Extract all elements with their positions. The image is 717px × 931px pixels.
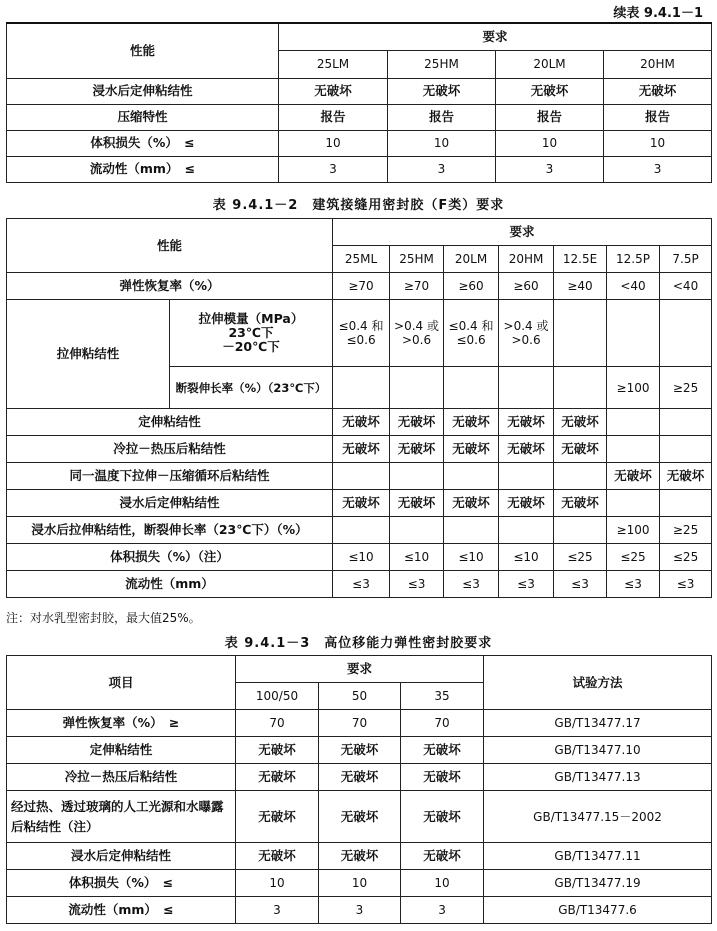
cell-value: ≤25 [607, 544, 660, 571]
cell-value: 无破坏 [401, 791, 484, 843]
cell-value [390, 463, 444, 490]
cell-value: 报告 [279, 104, 388, 130]
continued-table-label: 续表 9.4.1－1 [613, 6, 703, 21]
cell-value [607, 490, 660, 517]
cell-value: 70 [236, 710, 319, 737]
tensile-group-label: 拉伸粘结性 [7, 300, 170, 409]
table-row [7, 436, 712, 463]
cell-value: >0.4 或 >0.6 [499, 300, 554, 367]
grade-header: 100/50 [236, 683, 319, 710]
cell-value: 3 [319, 897, 401, 924]
header-property: 性能 [7, 219, 333, 273]
test-method: GB/T13477.11 [484, 843, 712, 870]
cell-value: 无破坏 [660, 463, 712, 490]
cell-value: ≥100 [607, 367, 660, 409]
cell-value [660, 300, 712, 367]
cell-value: 无破坏 [333, 409, 390, 436]
cell-value [444, 367, 499, 409]
grade-header: 12.5P [607, 246, 660, 273]
test-method: GB/T13477.15－2002 [484, 791, 712, 843]
cell-value: ≤0.4 和 ≤0.6 [444, 300, 499, 367]
table-row [7, 78, 712, 104]
row-label: 体积损失（%） ≤ [7, 130, 279, 156]
table-note: 注：对水乳型密封胶，最大值25%。 [6, 611, 201, 625]
table-9-4-1-3-title: 表 9.4.1－3 高位移能力弹性密封胶要求 [224, 636, 493, 651]
cell-value [333, 367, 390, 409]
header-requirement: 要求 [236, 656, 484, 683]
test-method: GB/T13477.19 [484, 870, 712, 897]
cell-value: 无破坏 [236, 843, 319, 870]
row-label: 浸水后拉伸粘结性，断裂伸长率（23℃下）（%） [7, 517, 333, 544]
row-label: 体积损失（%）（注） [7, 544, 333, 571]
row-label: 流动性（mm） [7, 571, 333, 598]
cell-value [390, 367, 444, 409]
table-row [7, 544, 712, 571]
grade-header: 20LM [496, 50, 604, 78]
cell-value: ≤3 [333, 571, 390, 598]
row-label: 浸水后定伸粘结性 [7, 843, 236, 870]
cell-value: 报告 [496, 104, 604, 130]
cell-value: 70 [401, 710, 484, 737]
header-requirement: 要求 [333, 219, 712, 246]
cell-value: 无破坏 [444, 409, 499, 436]
cell-value [607, 300, 660, 367]
cell-value: 无破坏 [390, 490, 444, 517]
cell-value: 报告 [604, 104, 712, 130]
cell-value: 无破坏 [499, 490, 554, 517]
table-row [7, 517, 712, 544]
grade-header: 35 [401, 683, 484, 710]
cell-value: ≤3 [554, 571, 607, 598]
cell-value: 无破坏 [496, 78, 604, 104]
cell-value [554, 463, 607, 490]
cell-value: ≤0.4 和 ≤0.6 [333, 300, 390, 367]
grade-header: 25HM [388, 50, 496, 78]
cell-value: 无破坏 [390, 436, 444, 463]
cell-value: 无破坏 [554, 490, 607, 517]
cell-value: 10 [401, 870, 484, 897]
table-9-4-1-2-title: 表 9.4.1－2 建筑接缝用密封胶（F类）要求 [212, 198, 505, 213]
modulus-label-line: 拉伸模量（MPa） [198, 311, 304, 326]
cell-value: ≤3 [390, 571, 444, 598]
row-label: 流动性（mm） ≤ [7, 897, 236, 924]
cell-value [499, 517, 554, 544]
cell-value [607, 409, 660, 436]
cell-value: 无破坏 [444, 490, 499, 517]
grade-header: 20LM [444, 246, 499, 273]
modulus-label [170, 300, 333, 367]
cell-value [499, 463, 554, 490]
row-label: 同一温度下拉伸－压缩循环后粘结性 [7, 463, 333, 490]
table-row [7, 490, 712, 517]
grade-header: 25LM [279, 50, 388, 78]
cell-value: 3 [401, 897, 484, 924]
test-method: GB/T13477.17 [484, 710, 712, 737]
cell-value: 3 [279, 156, 388, 182]
header-item: 项目 [7, 656, 236, 710]
cell-value: ≥25 [660, 367, 712, 409]
cell-value [554, 517, 607, 544]
table-row [7, 273, 712, 300]
table-9-4-1-2 [6, 218, 712, 598]
table-9-4-1-3 [6, 655, 712, 924]
cell-value: 3 [236, 897, 319, 924]
row-label: 断裂伸长率（%）（23℃下） [170, 367, 333, 409]
table-row [7, 870, 712, 897]
cell-value [554, 367, 607, 409]
table-row [7, 843, 712, 870]
cell-value: 无破坏 [444, 436, 499, 463]
header-requirement: 要求 [279, 23, 712, 50]
row-label: 弹性恢复率（%） ≥ [7, 710, 236, 737]
cell-value: 无破坏 [401, 843, 484, 870]
table-row [7, 409, 712, 436]
grade-header: 20HM [604, 50, 712, 78]
cell-value: 无破坏 [390, 409, 444, 436]
cell-value: 无破坏 [401, 737, 484, 764]
cell-value: ≤3 [499, 571, 554, 598]
cell-value: 无破坏 [401, 764, 484, 791]
table-row [7, 300, 712, 367]
cell-value: ≤10 [390, 544, 444, 571]
grade-header: 20HM [499, 246, 554, 273]
row-label: 弹性恢复率（%） [7, 273, 333, 300]
cell-value [660, 436, 712, 463]
cell-value: 无破坏 [554, 436, 607, 463]
row-label: 定伸粘结性 [7, 737, 236, 764]
row-label: 浸水后定伸粘结性 [7, 78, 279, 104]
modulus-label-line: 23℃下 [228, 325, 274, 340]
table-row [7, 104, 712, 130]
grade-header: 25ML [333, 246, 390, 273]
cell-value: ≥70 [390, 273, 444, 300]
row-label: 经过热、透过玻璃的人工光源和水曝露后粘结性（注） [7, 791, 236, 843]
header-test-method: 试验方法 [484, 656, 712, 710]
row-label: 流动性（mm） ≤ [7, 156, 279, 182]
cell-value: 无破坏 [319, 737, 401, 764]
grade-header: 50 [319, 683, 401, 710]
table-row [7, 791, 712, 843]
cell-value: 无破坏 [604, 78, 712, 104]
table-row [7, 463, 712, 490]
table-row [7, 156, 712, 182]
cell-value: ≥60 [499, 273, 554, 300]
cell-value: ≥100 [607, 517, 660, 544]
cell-value [660, 490, 712, 517]
cell-value: 无破坏 [236, 737, 319, 764]
cell-value: ≤25 [554, 544, 607, 571]
cell-value [444, 517, 499, 544]
cell-value: 3 [388, 156, 496, 182]
cell-value: >0.4 或 >0.6 [390, 300, 444, 367]
test-method: GB/T13477.13 [484, 764, 712, 791]
cell-value: 无破坏 [279, 78, 388, 104]
cell-value: <40 [607, 273, 660, 300]
cell-value [390, 517, 444, 544]
cell-value: 无破坏 [607, 463, 660, 490]
row-label: 压缩特性 [7, 104, 279, 130]
cell-value: ≥70 [333, 273, 390, 300]
grade-header: 12.5E [554, 246, 607, 273]
cell-value [660, 409, 712, 436]
cell-value: 无破坏 [319, 843, 401, 870]
cell-value: 无破坏 [333, 490, 390, 517]
row-label: 冷拉－热压后粘结性 [7, 764, 236, 791]
row-label: 浸水后定伸粘结性 [7, 490, 333, 517]
cell-value: ≥40 [554, 273, 607, 300]
cell-value: 无破坏 [554, 409, 607, 436]
row-label: 体积损失（%） ≤ [7, 870, 236, 897]
cell-value: <40 [660, 273, 712, 300]
cell-value: 无破坏 [499, 436, 554, 463]
cell-value [554, 300, 607, 367]
table-row [7, 130, 712, 156]
cell-value: 无破坏 [499, 409, 554, 436]
cell-value: 10 [236, 870, 319, 897]
cell-value [444, 463, 499, 490]
cell-value: ≤3 [444, 571, 499, 598]
cell-value: 10 [604, 130, 712, 156]
table-row [7, 571, 712, 598]
cell-value: 无破坏 [236, 764, 319, 791]
cell-value: 3 [496, 156, 604, 182]
cell-value: 无破坏 [333, 436, 390, 463]
table-row [7, 764, 712, 791]
cell-value: ≥60 [444, 273, 499, 300]
cell-value: ≥25 [660, 517, 712, 544]
table-9-4-1-1-continued [6, 22, 712, 183]
row-label: 冷拉－热压后粘结性 [7, 436, 333, 463]
cell-value: 10 [388, 130, 496, 156]
cell-value: ≤10 [444, 544, 499, 571]
cell-value: 无破坏 [319, 764, 401, 791]
test-method: GB/T13477.6 [484, 897, 712, 924]
cell-value: 3 [604, 156, 712, 182]
cell-value: 10 [496, 130, 604, 156]
table-row [7, 710, 712, 737]
table-row [7, 897, 712, 924]
table-row [7, 737, 712, 764]
cell-value: 无破坏 [236, 791, 319, 843]
cell-value: 无破坏 [388, 78, 496, 104]
cell-value: ≤10 [499, 544, 554, 571]
cell-value [607, 436, 660, 463]
cell-value: ≤3 [660, 571, 712, 598]
cell-value: 10 [319, 870, 401, 897]
cell-value [333, 463, 390, 490]
cell-value: ≤3 [607, 571, 660, 598]
cell-value: ≤10 [333, 544, 390, 571]
cell-value: 报告 [388, 104, 496, 130]
row-label: 定伸粘结性 [7, 409, 333, 436]
cell-value: ≤25 [660, 544, 712, 571]
test-method: GB/T13477.10 [484, 737, 712, 764]
modulus-label-line: －20℃下 [222, 339, 280, 354]
cell-value: 10 [279, 130, 388, 156]
grade-header: 25HM [390, 246, 444, 273]
cell-value [499, 367, 554, 409]
grade-header: 7.5P [660, 246, 712, 273]
cell-value: 70 [319, 710, 401, 737]
header-property: 性能 [7, 23, 279, 78]
cell-value [333, 517, 390, 544]
cell-value: 无破坏 [319, 791, 401, 843]
